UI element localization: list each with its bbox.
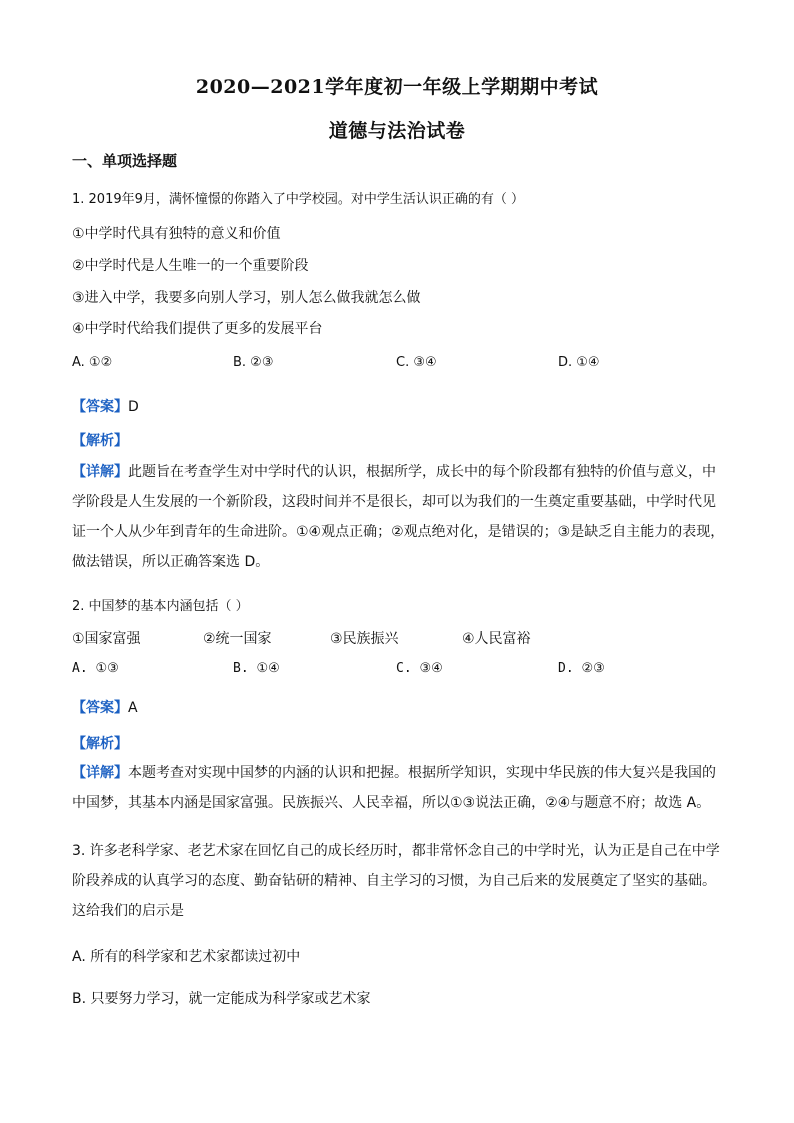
q1-choice-d: D. ①④ [558, 355, 600, 370]
answer-tag: 【答案】 [72, 700, 128, 716]
detail-line: 中国梦，其基本内涵是国家富强。民族振兴、人民幸福，所以①③说法正确，②④与题意不府；故选 A。 [72, 795, 711, 811]
detail-line: 证一个人从少年到青年的生命进阶。①④观点正确；②观点绝对化，是错误的；③是缺乏自主能力的表现， [72, 524, 725, 540]
q3-stem-line: 阶段养成的认真学习的态度、勤奋钻研的精神、自主学习的习惯，为自己后来的发展奠定了坚实的基础。 [72, 873, 716, 889]
detail-line: 学阶段是人生发展的一个新阶段，这段时间并不是很长，却可以为我们的一生奠定重要基础，中学时代见 [72, 494, 716, 510]
answer-tag: 【答案】 [72, 399, 128, 415]
exam-title: 2020—2021学年度初一年级上学期期中考试 [195, 76, 599, 98]
q2-choice-c: C. ③④ [396, 661, 443, 676]
detail-tag: 【详解】 [72, 765, 128, 781]
q3-stem-line: 这给我们的启示是 [72, 903, 184, 919]
q2-analysis-tag: 【解析】 [72, 736, 128, 752]
q2-item-3: ③民族振兴 [330, 631, 399, 647]
q1-choice-a: A. ①② [72, 355, 113, 370]
q2-item-1: ①国家富强 [72, 631, 141, 647]
q1-analysis-tag: 【解析】 [72, 433, 128, 449]
q2-detail [72, 758, 716, 818]
q1-detail [72, 457, 724, 577]
answer-value: A [128, 700, 138, 716]
q3-stem-line: 3. 许多老科学家、老艺术家在回忆自己的成长经历时，都非常怀念自己的中学时光，认为正是自己在中学 [72, 843, 720, 859]
q1-item-2: ②中学时代是人生唯一的一个重要阶段 [72, 258, 309, 274]
q2-item-2: ②统一国家 [203, 631, 272, 647]
q2-choice-d: D. ②③ [558, 661, 605, 676]
section-heading: 一、单项选择题 [72, 152, 178, 170]
q1-item-3: ③进入中学，我要多向别人学习，别人怎么做我就怎么做 [72, 290, 421, 306]
q2-answer [72, 697, 138, 717]
q2-choice-b: B. ①④ [233, 661, 280, 676]
q3-stem [72, 836, 720, 926]
q1-choice-b: B. ②③ [233, 355, 274, 370]
detail-line: 做法错误，所以正确答案选 D。 [72, 554, 270, 570]
detail-line: 本题考查对实现中国梦的内涵的认识和把握。根据所学知识，实现中华民族的伟大复兴是我国的 [128, 765, 716, 781]
q1-item-1: ①中学时代具有独特的意义和价值 [72, 226, 281, 242]
q3-option-b: B. 只要努力学习，就一定能成为科学家或艺术家 [72, 991, 371, 1007]
q1-item-4: ④中学时代给我们提供了更多的发展平台 [72, 321, 323, 337]
q2-choice-a: A. ①③ [72, 661, 119, 676]
q1-answer [72, 396, 139, 416]
exam-subtitle: 道德与法治试卷 [328, 120, 466, 142]
q1-choice-c: C. ③④ [396, 355, 437, 370]
q3-option-a: A. 所有的科学家和艺术家都读过初中 [72, 949, 301, 965]
q2-item-4: ④人民富裕 [462, 631, 531, 647]
detail-line: 此题旨在考查学生对中学时代的认识，根据所学，成长中的每个阶段都有独特的价值与意义，中 [128, 464, 716, 480]
q2-stem: 2. 中国梦的基本内涵包括（ ） [72, 599, 249, 614]
answer-value: D [128, 399, 139, 415]
detail-tag: 【详解】 [72, 464, 128, 480]
q1-stem: 1. 2019年9月，满怀憧憬的你踏入了中学校园。对中学生活认识正确的有（ ） [72, 192, 525, 207]
